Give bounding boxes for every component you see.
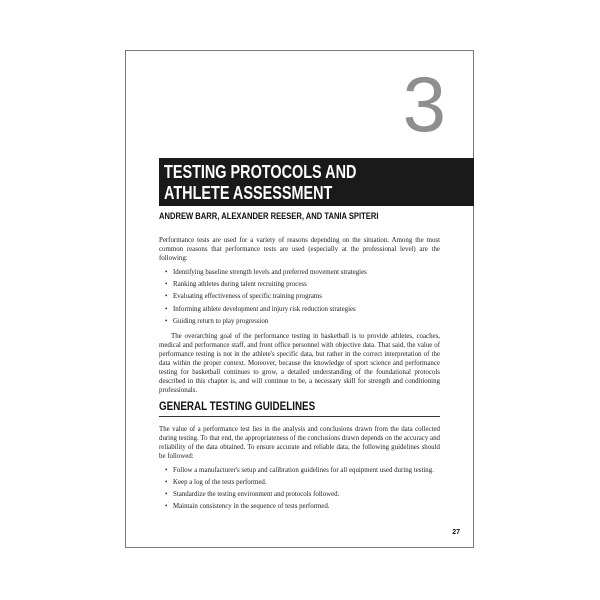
guidelines-bullet-list	[159, 466, 440, 511]
bullet-icon: •	[165, 269, 168, 277]
chapter-title-line-2: ATHLETE ASSESSMENT	[164, 182, 333, 203]
chapter-title-line-1: TESTING PROTOCOLS AND	[164, 161, 357, 182]
list-item: • Identifying baseline strength levels and preferred movement strategies	[165, 269, 367, 277]
goal-paragraph: The overarching goal of the performance testing in basketball is to provide athletes, coaches, medical and performance staff, and front office personnel with objective data. That said, the value of performance testing is not in the athlete's specific data, but rather in the correct interpretation of the data within the proper context. Moreover, because the knowledge of sport science and performance testing for basketball continues to grow, a detailed understanding of the foundational protocols described in this chapter is, and will continue to be, a necessary skill for strength and conditioning professionals.	[159, 332, 440, 395]
list-item: • Standardize the testing environment and protocols followed.	[165, 491, 340, 499]
list-item: • Follow a manufacturer's setup and calibration guidelines for all equipment used during testing.	[165, 466, 434, 474]
intro-bullet-list	[159, 268, 440, 325]
bullet-icon: •	[165, 466, 168, 474]
bullet-icon: •	[165, 503, 168, 511]
chapter-number: 3	[402, 60, 445, 148]
intro-paragraph: Performance tests are used for a variety of reasons depending on the situation. Among the most common reasons that performance tests are used (especially at the professional level) are the following:	[159, 237, 440, 263]
list-item: • Ranking athletes during talent recruiting process	[165, 281, 307, 289]
section-paragraph: The value of a performance test lies in the analysis and conclusions drawn from the data collected during testing. To that end, the appropriateness of the conclusions drawn depends on the accuracy and reliability of the data obtained. To ensure accurate and reliable data, the following guidelines should be followed:	[159, 425, 440, 460]
bullet-icon: •	[165, 491, 168, 499]
section-divider	[159, 416, 440, 417]
list-item: • Guiding return to play progression	[165, 317, 269, 325]
page-number: 27	[452, 529, 460, 536]
bullet-icon: •	[165, 293, 168, 301]
book-page	[125, 50, 474, 548]
chapter-authors: ANDREW BARR, ALEXANDER REESER, AND TANIA SPITERI	[159, 211, 379, 222]
bullet-icon: •	[165, 317, 168, 325]
chapter-title	[164, 161, 356, 203]
list-item: • Informing athlete development and injury risk reduction strategies	[165, 305, 356, 313]
chapter-title-banner	[159, 158, 474, 206]
page-body	[159, 236, 440, 517]
list-item: • Evaluating effectiveness of specific training programs	[165, 293, 322, 301]
bullet-icon: •	[165, 281, 168, 289]
list-item: • Maintain consistency in the sequence of tests performed.	[165, 503, 330, 511]
list-item: • Keep a log of the tests performed.	[165, 478, 267, 486]
section-heading: GENERAL TESTING GUIDELINES	[159, 399, 316, 414]
bullet-icon: •	[165, 478, 168, 486]
bullet-icon: •	[165, 305, 168, 313]
